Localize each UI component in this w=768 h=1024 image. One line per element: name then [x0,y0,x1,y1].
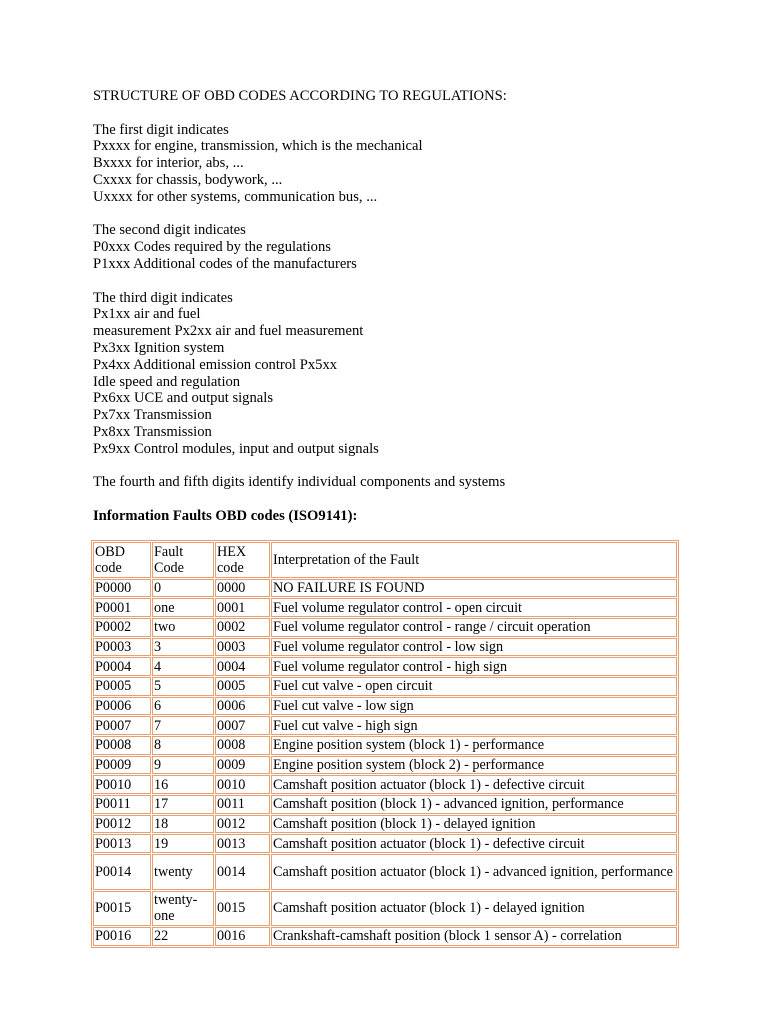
cell-interpretation: Engine position system (block 2) - performance [271,756,677,775]
cell-fault-code: 7 [152,716,214,735]
cell-interpretation: Camshaft position (block 1) - delayed ignition [271,815,677,834]
table-row [93,697,677,716]
cell-interpretation: Fuel cut valve - high sign [271,716,677,735]
cell-fault-code: 19 [152,834,214,853]
third-digit-line: Px7xx Transmission [93,407,212,424]
cell-hex-code: 0002 [215,618,270,637]
cell-obd-code: P0005 [93,677,151,696]
third-digit-title: The third digit indicates [93,289,233,306]
table-header-row [93,542,677,578]
fourth-fifth-digit-text: The fourth and fifth digits identify individual components and systems [93,474,506,491]
first-digit-title: The first digit indicates [93,121,229,138]
cell-hex-code: 0006 [215,697,270,716]
third-digit-line: measurement Px2xx air and fuel measurement [93,323,364,340]
table-row [93,891,677,927]
first-digit-line: Uxxxx for other systems, communication bus, ... [93,188,378,205]
second-digit-line: P0xxx Codes required by the regulations [93,239,331,256]
obd-fault-table [91,540,679,948]
document-body [93,88,693,525]
cell-hex-code: 0008 [215,736,270,755]
cell-fault-code: two [152,618,214,637]
cell-interpretation: Camshaft position actuator (block 1) - defective circuit [271,834,677,853]
table-row [93,618,677,637]
cell-fault-code: 17 [152,795,214,814]
cell-hex-code: 0004 [215,657,270,676]
cell-hex-code: 0013 [215,834,270,853]
table-row [93,795,677,814]
cell-obd-code: P0006 [93,697,151,716]
cell-hex-code: 0003 [215,638,270,657]
table-row [93,716,677,735]
header-fault-code: Fault Code [152,542,214,578]
cell-obd-code: P0002 [93,618,151,637]
cell-interpretation: Fuel volume regulator control - high sign [271,657,677,676]
cell-interpretation: Camshaft position actuator (block 1) - advanced ignition, performance [271,854,677,890]
table-row [93,775,677,794]
third-digit-line: Px1xx air and fuel [93,306,201,323]
table-row [93,598,677,617]
third-digit-line: Px8xx Transmission [93,423,212,440]
first-digit-line: Cxxxx for chassis, bodywork, ... [93,171,283,188]
cell-interpretation: Fuel volume regulator control - open circuit [271,598,677,617]
header-hex-code: HEX code [215,542,270,578]
cell-obd-code: P0011 [93,795,151,814]
table-title: Information Faults OBD codes (ISO9141): [93,507,358,524]
cell-hex-code: 0016 [215,927,270,946]
table-row [93,736,677,755]
first-digit-line: Bxxxx for interior, abs, ... [93,155,244,172]
cell-interpretation: NO FAILURE IS FOUND [271,579,677,598]
cell-obd-code: P0015 [93,891,151,927]
cell-interpretation: Fuel cut valve - open circuit [271,677,677,696]
second-digit-line: P1xxx Additional codes of the manufacturers [93,255,357,272]
third-digit-line: Px3xx Ignition system [93,339,225,356]
cell-interpretation: Fuel cut valve - low sign [271,697,677,716]
third-digit-line: Idle speed and regulation [93,373,241,390]
table-row [93,677,677,696]
table-row [93,638,677,657]
table-row [93,579,677,598]
cell-obd-code: P0016 [93,927,151,946]
cell-hex-code: 0014 [215,854,270,890]
cell-obd-code: P0000 [93,579,151,598]
third-digit-line: Px6xx UCE and output signals [93,390,273,407]
third-digit-line: Px4xx Additional emission control Px5xx [93,356,338,373]
cell-fault-code: 6 [152,697,214,716]
cell-interpretation: Camshaft position actuator (block 1) - defective circuit [271,775,677,794]
first-digit-line: Pxxxx for engine, transmission, which is the mechanical [93,138,423,155]
cell-fault-code: one [152,598,214,617]
cell-hex-code: 0012 [215,815,270,834]
cell-interpretation: Camshaft position (block 1) - advanced ignition, performance [271,795,677,814]
cell-fault-code: 0 [152,579,214,598]
document-heading: STRUCTURE OF OBD CODES ACCORDING TO REGULATIONS: [93,88,507,104]
cell-obd-code: P0007 [93,716,151,735]
cell-fault-code: twenty [152,854,214,890]
header-interpretation: Interpretation of the Fault [271,542,677,578]
cell-fault-code: 18 [152,815,214,834]
cell-fault-code: 22 [152,927,214,946]
cell-interpretation: Camshaft position actuator (block 1) - delayed ignition [271,891,677,927]
cell-fault-code: twenty-one [152,891,214,927]
third-digit-line: Px9xx Control modules, input and output signals [93,440,379,457]
cell-fault-code: 4 [152,657,214,676]
cell-fault-code: 16 [152,775,214,794]
cell-obd-code: P0001 [93,598,151,617]
table-row [93,834,677,853]
cell-hex-code: 0009 [215,756,270,775]
cell-obd-code: P0009 [93,756,151,775]
header-obd-code: OBD code [93,542,151,578]
second-digit-title: The second digit indicates [93,222,246,239]
cell-hex-code: 0011 [215,795,270,814]
cell-obd-code: P0008 [93,736,151,755]
cell-hex-code: 0000 [215,579,270,598]
cell-hex-code: 0001 [215,598,270,617]
cell-interpretation: Fuel volume regulator control - low sign [271,638,677,657]
cell-interpretation: Engine position system (block 1) - performance [271,736,677,755]
table-row [93,657,677,676]
cell-obd-code: P0012 [93,815,151,834]
cell-hex-code: 0007 [215,716,270,735]
cell-hex-code: 0005 [215,677,270,696]
cell-obd-code: P0004 [93,657,151,676]
cell-obd-code: P0013 [93,834,151,853]
cell-obd-code: P0010 [93,775,151,794]
cell-hex-code: 0015 [215,891,270,927]
cell-interpretation: Crankshaft-camshaft position (block 1 sensor A) - correlation [271,927,677,946]
table-row [93,815,677,834]
table-row [93,927,677,946]
cell-obd-code: P0014 [93,854,151,890]
cell-fault-code: 5 [152,677,214,696]
cell-hex-code: 0010 [215,775,270,794]
table-row [93,756,677,775]
cell-interpretation: Fuel volume regulator control - range / circuit operation [271,618,677,637]
cell-fault-code: 8 [152,736,214,755]
cell-fault-code: 3 [152,638,214,657]
cell-fault-code: 9 [152,756,214,775]
cell-obd-code: P0003 [93,638,151,657]
table-row [93,854,677,890]
